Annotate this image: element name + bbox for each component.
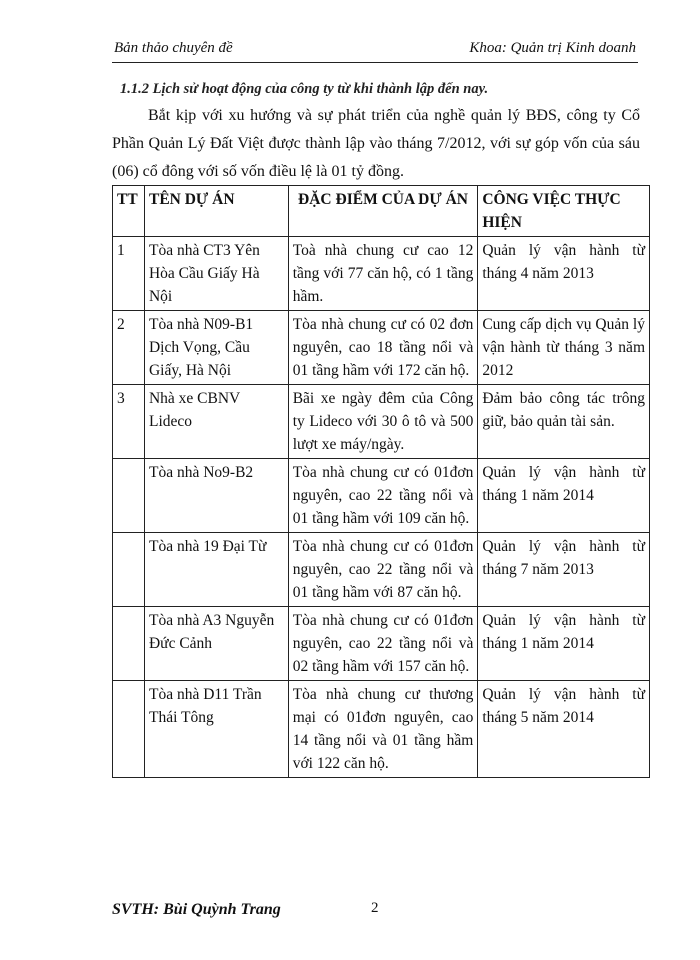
row-project-name: Tòa nhà CT3 Yên Hòa Cầu Giấy Hà Nội <box>144 237 288 311</box>
header-tt: TT <box>113 186 145 237</box>
row-project-name: Tòa nhà A3 Nguyễn Đức Cảnh <box>144 607 288 681</box>
projects-table <box>112 185 650 778</box>
intro-paragraph <box>112 102 640 186</box>
page-number: 2 <box>371 900 379 916</box>
row-tt: 3 <box>113 385 145 459</box>
row-work: Cung cấp dịch vụ Quản lý vận hành từ tháng 3 năm 2012 <box>478 311 650 385</box>
row-project-name: Tòa nhà N09-B1 Dịch Vọng, Cầu Giấy, Hà Nội <box>144 311 288 385</box>
intro-paragraph-text: Bắt kịp với xu hướng và sự phát triển của nghề quản lý BĐS, công ty Cổ Phần Quản Lý Đất Việt được thành lập vào tháng 7/2012, với sự góp vốn của sáu (06) cổ đông với số vốn điều lệ là 01 tỷ đồng. <box>112 107 640 180</box>
row-project-name: Nhà xe CBNV Lideco <box>144 385 288 459</box>
row-work: Quản lý vận hành từ tháng 1 năm 2014 <box>478 607 650 681</box>
header-project-name: TÊN DỰ ÁN <box>144 186 288 237</box>
row-tt <box>113 607 145 681</box>
row-project-desc: Bãi xe ngày đêm của Công ty Lideco với 30 ô tô và 500 lượt xe máy/ngày. <box>288 385 478 459</box>
header-project-features: ĐẶC ĐIỂM CỦA DỰ ÁN <box>288 186 478 237</box>
row-work: Quản lý vận hành từ tháng 7 năm 2013 <box>478 533 650 607</box>
row-tt <box>113 459 145 533</box>
row-project-desc: Tòa nhà chung cư có 01đơn nguyên, cao 22 tầng nổi và 01 tầng hầm với 87 căn hộ. <box>288 533 478 607</box>
header-document-type: Bản thảo chuyên đề <box>114 40 233 56</box>
row-project-name: Tòa nhà D11 Trần Thái Tông <box>144 681 288 778</box>
row-work: Quản lý vận hành từ tháng 1 năm 2014 <box>478 459 650 533</box>
row-work: Quản lý vận hành từ tháng 4 năm 2013 <box>478 237 650 311</box>
table-row <box>113 533 650 607</box>
row-tt: 1 <box>113 237 145 311</box>
row-project-name: Tòa nhà No9-B2 <box>144 459 288 533</box>
row-project-name: Tòa nhà 19 Đại Từ <box>144 533 288 607</box>
section-heading: 1.1.2 Lịch sử hoạt động của công ty từ khi thành lập đến nay. <box>120 81 489 97</box>
row-project-desc: Tòa nhà chung cư có 01đơn nguyên, cao 22 tầng nổi và 01 tầng hầm với 109 căn hộ. <box>288 459 478 533</box>
table-row <box>113 237 650 311</box>
page-header <box>112 36 638 63</box>
row-work: Đảm bảo công tác trông giữ, bảo quản tài sản. <box>478 385 650 459</box>
table-header-row <box>113 186 650 237</box>
row-project-desc: Tòa nhà chung cư có 02 đơn nguyên, cao 18 tầng nổi và 01 tầng hầm với 172 căn hộ. <box>288 311 478 385</box>
footer-author: SVTH: Bùi Quỳnh Trang <box>112 901 281 918</box>
table-row <box>113 607 650 681</box>
row-tt <box>113 533 145 607</box>
row-project-desc: Tòa nhà chung cư có 01đơn nguyên, cao 22 tầng nổi và 02 tầng hầm với 157 căn hộ. <box>288 607 478 681</box>
table-row <box>113 681 650 778</box>
table-row <box>113 385 650 459</box>
table-row <box>113 311 650 385</box>
row-project-desc: Tòa nhà chung cư thương mại có 01đơn nguyên, cao 14 tầng nổi và 01 tầng hầm với 122 căn hộ. <box>288 681 478 778</box>
row-tt: 2 <box>113 311 145 385</box>
header-faculty: Khoa: Quản trị Kinh doanh <box>469 40 636 56</box>
row-tt <box>113 681 145 778</box>
row-project-desc: Toà nhà chung cư cao 12 tầng với 77 căn hộ, có 1 tầng hầm. <box>288 237 478 311</box>
table-row <box>113 459 650 533</box>
header-work-performed: CÔNG VIỆC THỰC HIỆN <box>478 186 650 237</box>
row-work: Quản lý vận hành từ tháng 5 năm 2014 <box>478 681 650 778</box>
